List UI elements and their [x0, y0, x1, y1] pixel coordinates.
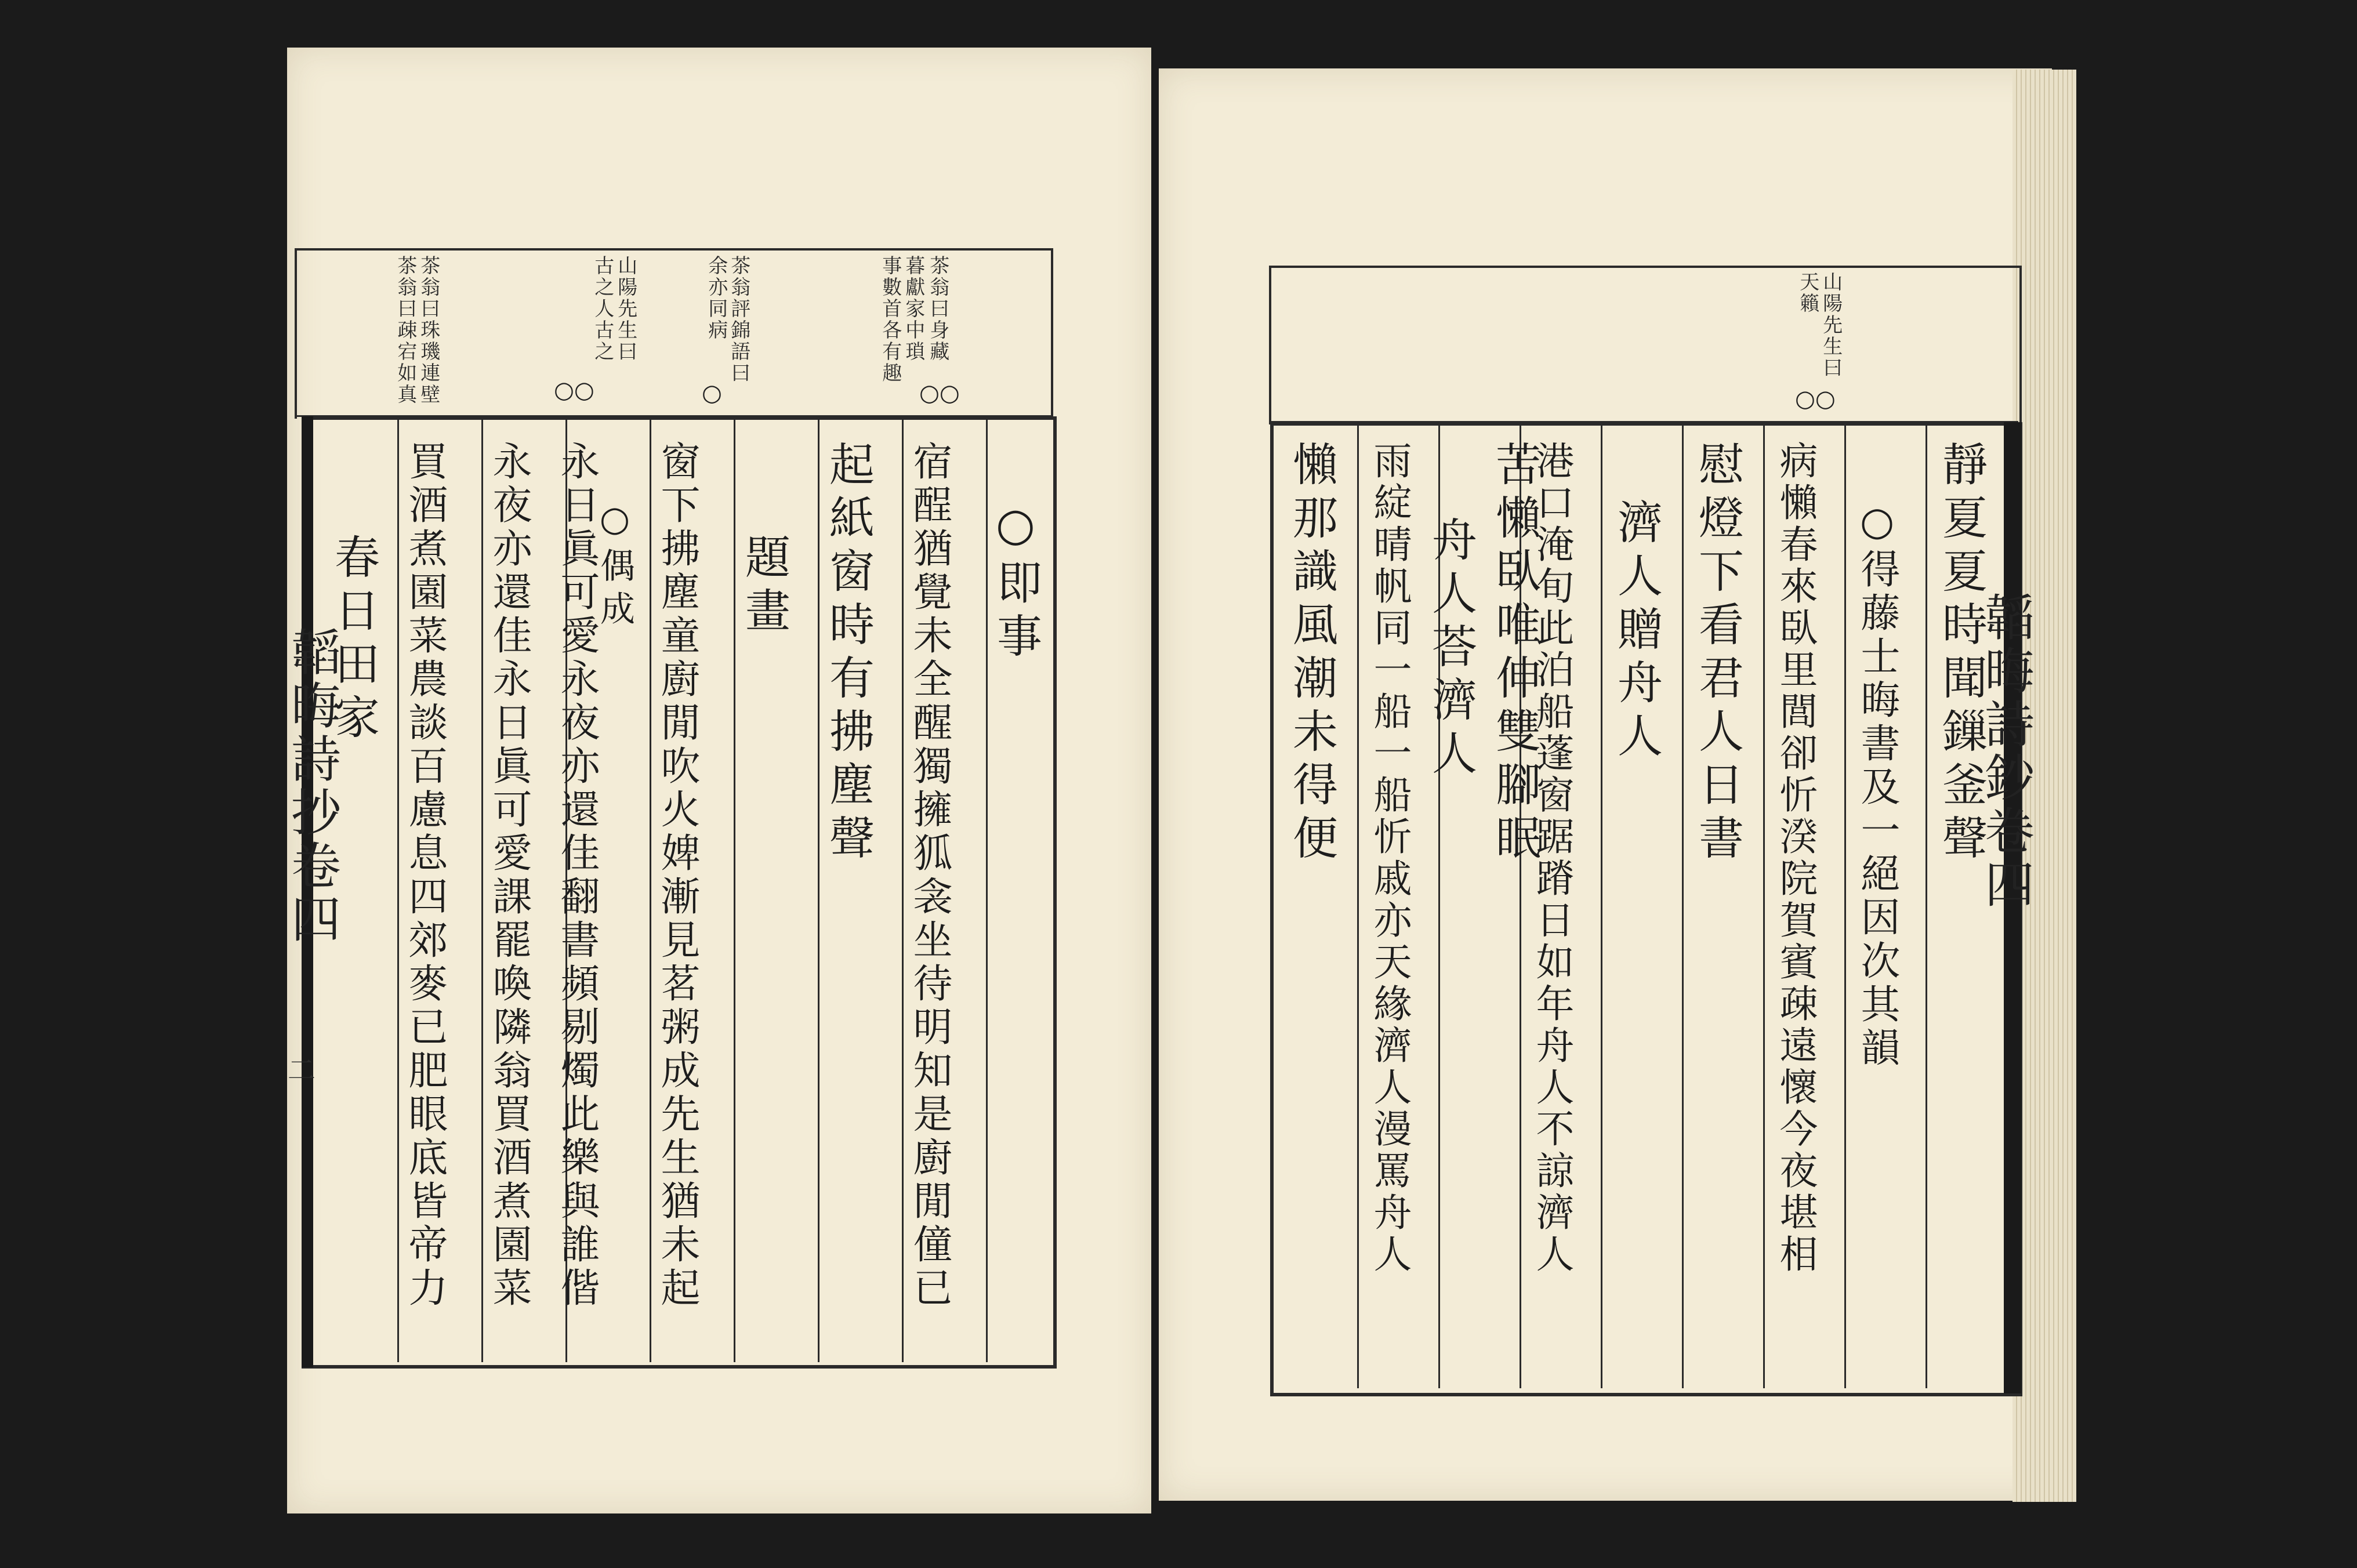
left-head-note: 茶翁曰疎宕如真: [393, 255, 417, 405]
text-column: 港口淹旬此泊船蓬窗踞蹐日如年舟人不諒濟人: [1529, 441, 1574, 1276]
text-column: 雨綻晴帆同一船一船忻戚亦天緣濟人漫罵舟人: [1367, 441, 1412, 1276]
text-column: 苦懶臥唯伸雙腳眠: [1488, 441, 1540, 868]
text-column: 永夜亦還佳永日眞可愛課罷喚隣翁買酒煮園菜: [486, 441, 532, 1311]
column-rule: [818, 420, 819, 1362]
column-rule: [397, 420, 399, 1362]
column-rule: [481, 420, 483, 1362]
right-head-band: [1269, 266, 2022, 424]
column-rule: [1926, 426, 1927, 1388]
text-column: 題畫: [738, 533, 790, 640]
column-rule: [1844, 426, 1846, 1388]
left-head-note: 古之人古之: [590, 255, 614, 362]
left-head-note: 事數首各有趣: [878, 255, 902, 384]
left-spine-title: 韜晦詩抄卷四: [282, 626, 340, 946]
right-head-note: 天籟: [1796, 271, 1819, 314]
column-rule: [1601, 426, 1602, 1388]
text-column: 起紙窗時有拂塵聲: [822, 441, 874, 868]
text-column: 病懶春來臥里閭卻忻湀院賀賓疎遠懷今夜堪相: [1773, 441, 1818, 1276]
text-column: 永日眞可愛永夜亦還佳翻書頻剔燭此樂與誰偕: [554, 441, 600, 1311]
text-column: 懶那識風潮未得便: [1285, 441, 1337, 868]
emphasis-circles: ○○: [919, 380, 960, 406]
left-folio: 二: [282, 1055, 316, 1085]
text-column: 濟人贈舟人: [1610, 499, 1662, 765]
column-rule: [650, 420, 651, 1362]
left-head-note: 暮獻家中瑣: [901, 255, 925, 362]
text-column: 春日田家: [327, 533, 379, 747]
left-head-note: 茶翁評錦語曰: [727, 255, 750, 384]
column-rule: [1763, 426, 1765, 1388]
text-column: 宿酲猶覺未全醒獨擁狐衾坐待明知是廚閒僮已: [906, 441, 952, 1311]
text-column: ○偶成: [594, 499, 635, 633]
column-rule: [1357, 426, 1359, 1388]
left-head-note: 余亦同病: [704, 255, 728, 341]
column-rule: [734, 420, 735, 1362]
text-column: 靜夏夏時聞鏁釜聲: [1935, 441, 1987, 868]
right-head-note: 山陽先生曰: [1819, 271, 1843, 379]
text-column: 買酒煮園菜農談百慮息四郊麥已肥眼底皆帝力: [402, 441, 448, 1311]
left-head-note: 山陽先生曰: [614, 255, 637, 362]
text-column: 窗下拂塵童廚閒吹火婢漸見茗粥成先生猶未起: [654, 441, 700, 1311]
left-head-note: 茶翁曰珠璣連壁: [416, 255, 440, 405]
column-rule: [902, 420, 904, 1362]
right-spine-title: 韜晦詩鈔卷四: [1976, 591, 2034, 912]
column-rule: [1682, 426, 1684, 1388]
text-column: ○即事: [989, 499, 1042, 666]
emphasis-circles: ○○: [554, 377, 594, 404]
text-column: 舟人荅濟人: [1424, 516, 1477, 783]
column-rule: [986, 420, 988, 1362]
emphasis-circles: ○○: [1795, 386, 1836, 412]
emphasis-circle: ○: [702, 380, 722, 406]
text-column: 慰燈下看君人日書: [1691, 441, 1743, 868]
text-column: ○得藤士晦書及一絕因次其韻: [1854, 499, 1900, 1070]
left-head-note: 茶翁曰身藏: [926, 255, 949, 362]
